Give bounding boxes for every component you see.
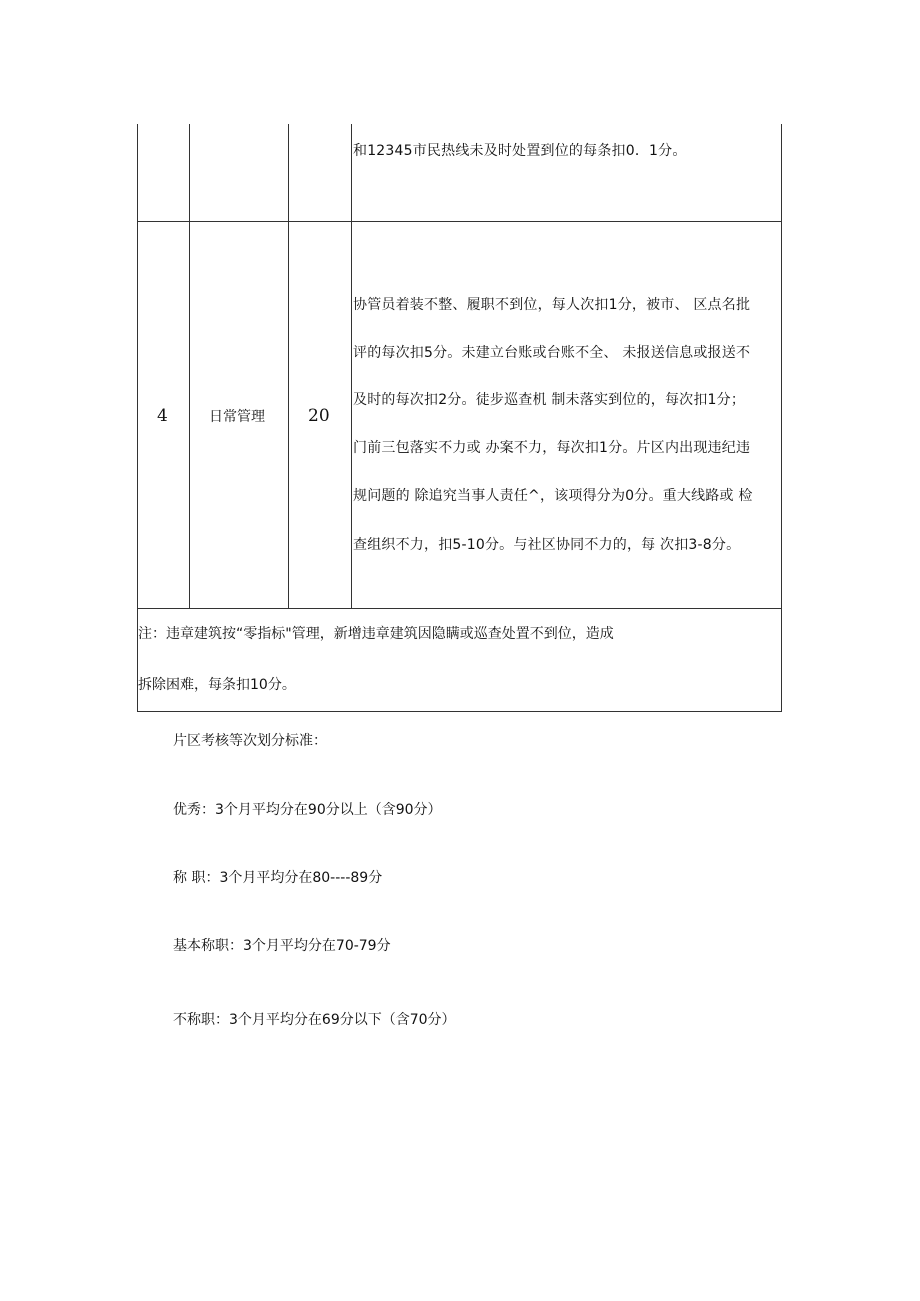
- table-border-bottom: [137, 711, 782, 712]
- row-content-line-1: 协管员着装不整、履职不到位，每人次扣1分，被市、 区点名批: [353, 297, 751, 313]
- note-line-2: 拆除困难，每条扣10分。: [138, 677, 296, 693]
- table-row-sep-2: [137, 608, 782, 609]
- grading-level-incompetent: 不称职：3个月平均分在69分以下（含70分）: [173, 1012, 456, 1028]
- table-col-sep-3: [351, 124, 352, 609]
- row-content-line-3: 及时的每次扣2分。徒步巡查机 制未落实到位的，每次扣1分；: [353, 392, 746, 408]
- grading-level-competent: 称 职：3个月平均分在80----89分: [173, 870, 383, 886]
- row-content-line-4: 门前三包落实不力或 办案不力，每次扣1分。片区内出现违纪违: [353, 440, 751, 456]
- grading-title: 片区考核等次划分标准：: [173, 733, 327, 749]
- row-content-line-2: 评的每次扣5分。未建立台账或台账不全、 未报送信息或报送不: [353, 345, 751, 361]
- row-item-name: 日常管理: [209, 409, 265, 425]
- table-col-sep-1: [189, 124, 190, 609]
- table-row-sep-1: [137, 221, 782, 222]
- grading-level-excellent: 优秀：3个月平均分在90分以上（含90分）: [173, 802, 442, 818]
- row-content-line-5: 规问题的 除追究当事人责任^，该项得分为0分。重大线路或 检: [353, 488, 753, 504]
- note-line-1: 注：违章建筑按“零指标"管理，新增违章建筑因隐瞒或巡查处置不到位，造成: [138, 626, 614, 642]
- prev-row-content: 和12345市民热线未及时处置到位的每条扣0．1分。: [353, 143, 687, 159]
- table-col-sep-2: [288, 124, 289, 609]
- row-content-line-6: 查组织不力，扣5-10分。与社区协同不力的，每 次扣3-8分。: [353, 537, 741, 553]
- table-border-right: [781, 124, 782, 712]
- grading-level-basic: 基本称职：3个月平均分在70-79分: [173, 938, 391, 954]
- row-score: 20: [308, 406, 330, 426]
- row-index: 4: [157, 406, 168, 426]
